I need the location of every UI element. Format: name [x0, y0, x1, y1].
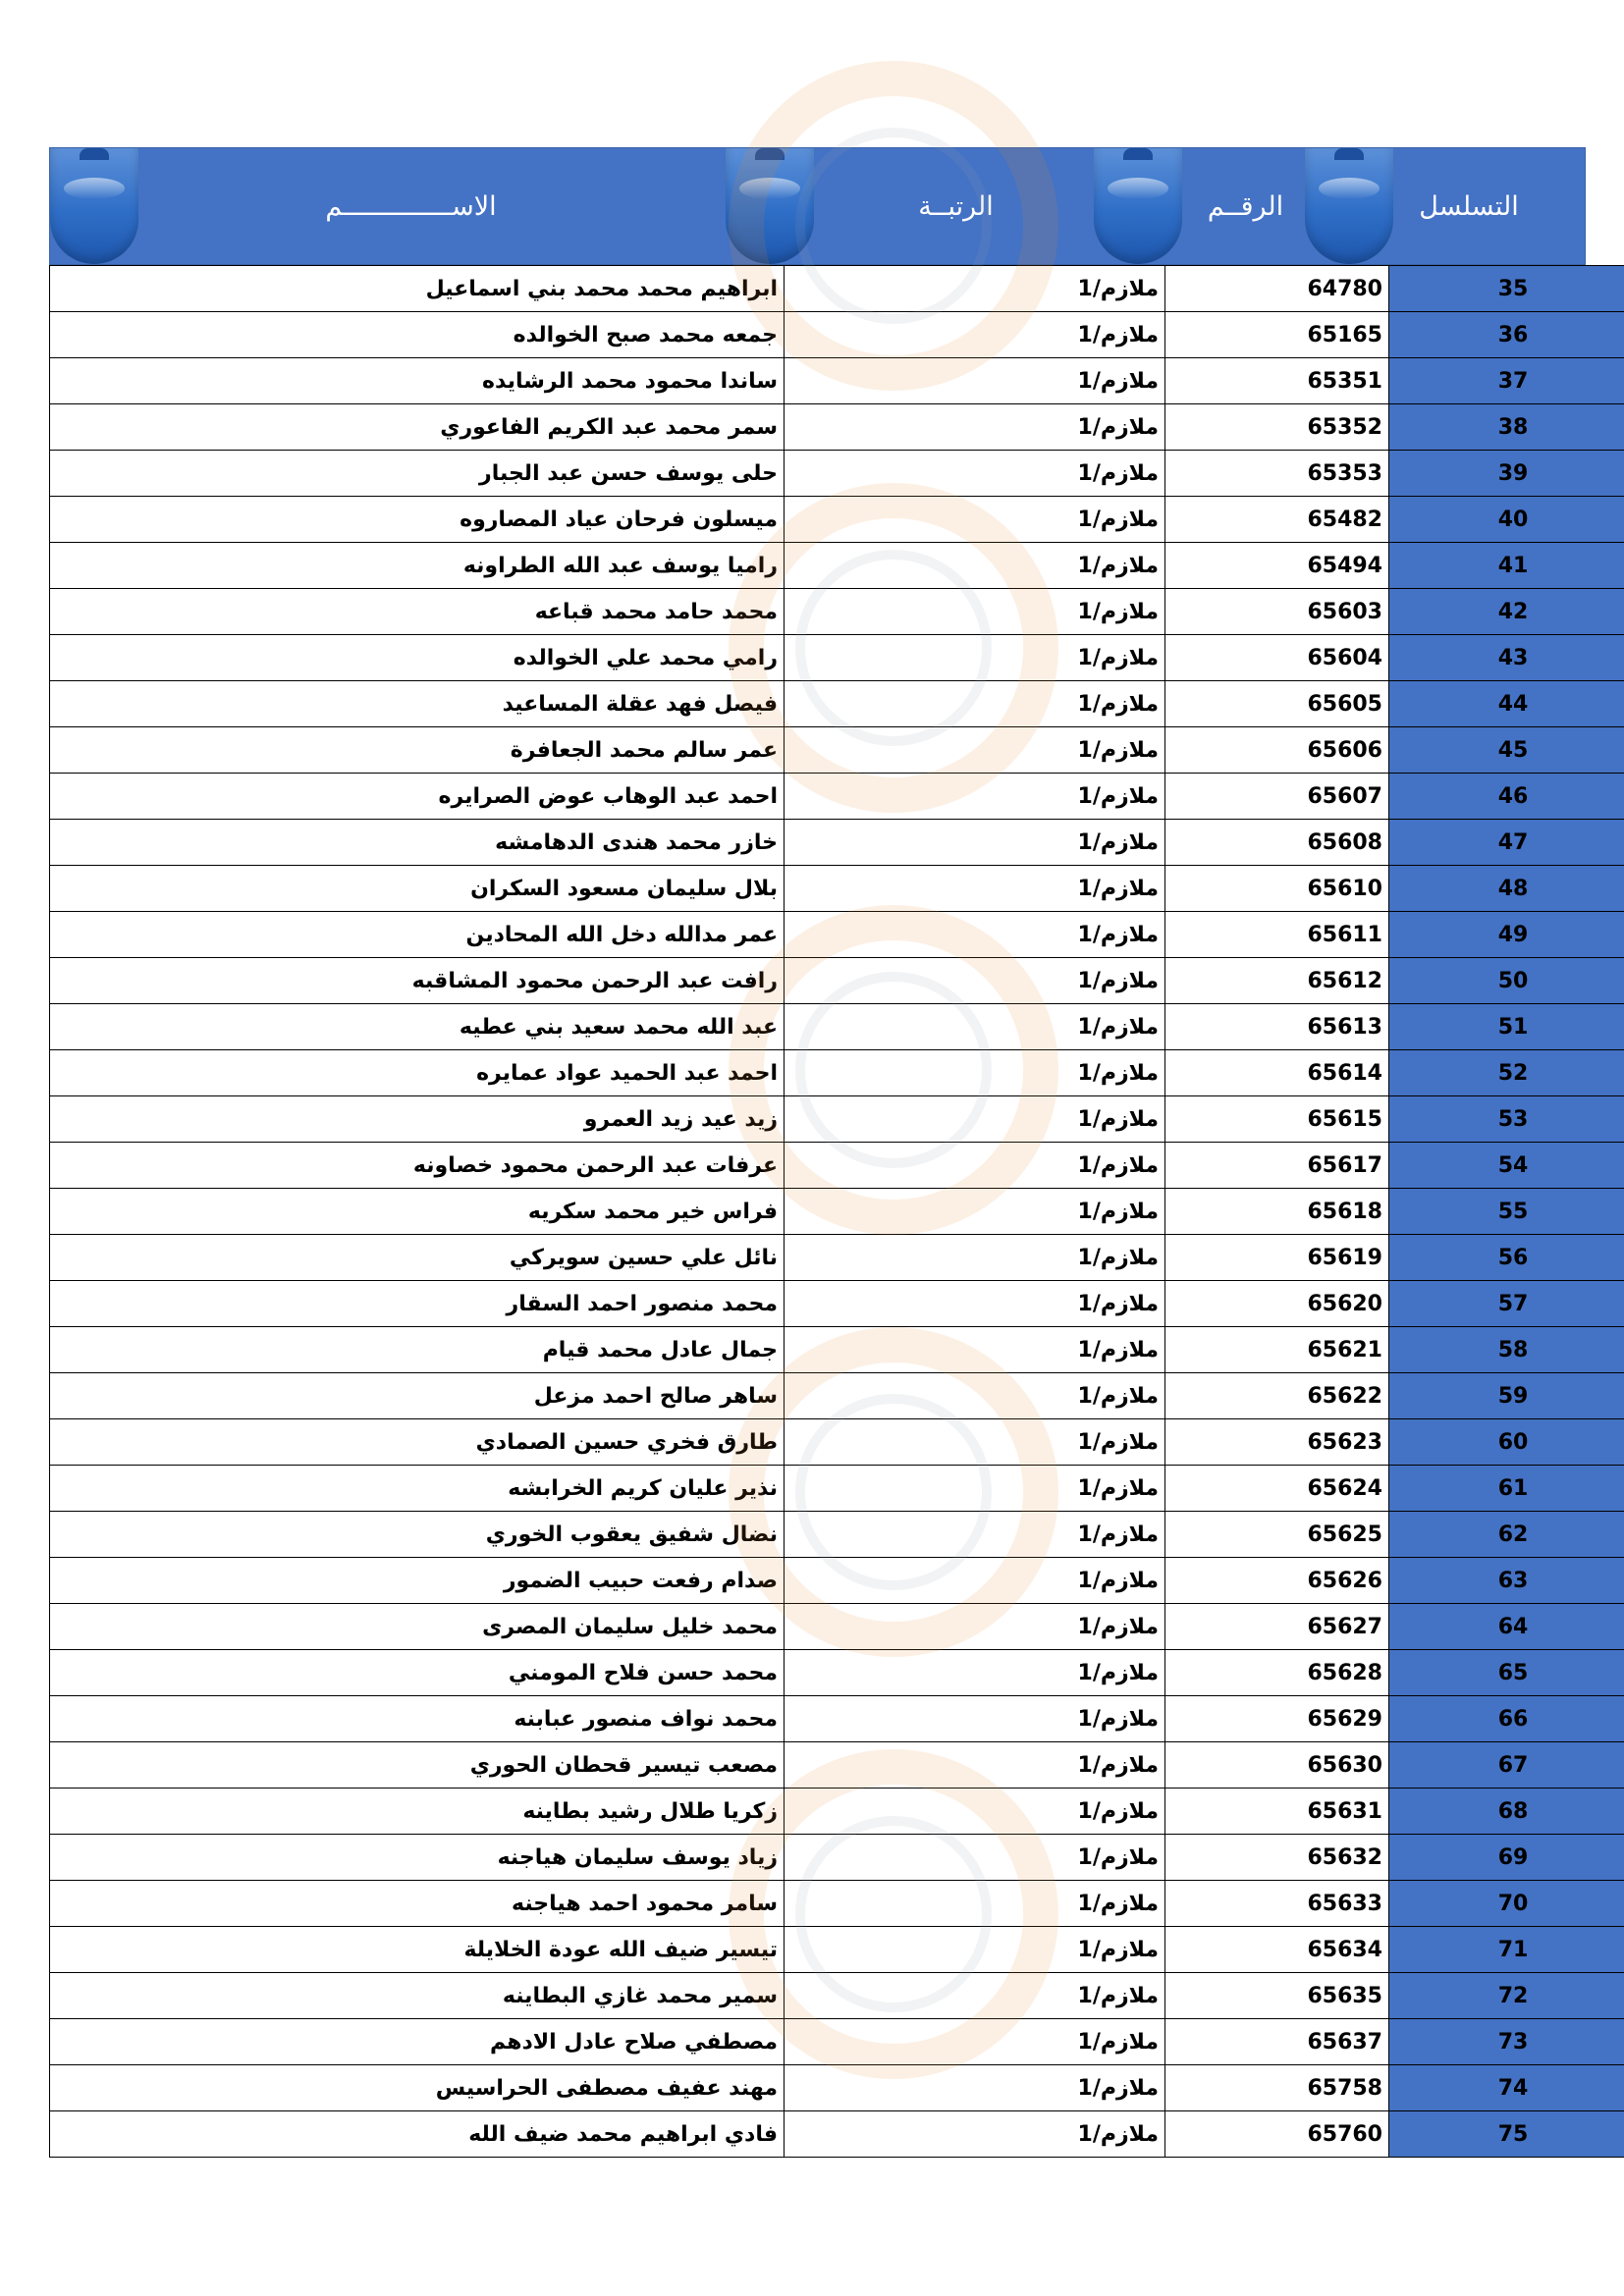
rank-cell: ملازم/1 [785, 1281, 1165, 1327]
number-cell: 65635 [1165, 1973, 1389, 2019]
number-cell: 65760 [1165, 2111, 1389, 2158]
name-cell: فادي ابراهيم محمد ضيف الله [50, 2111, 785, 2158]
seq-cell: 41 [1389, 543, 1624, 589]
table-row [50, 1096, 1624, 1143]
seq-cell: 59 [1389, 1373, 1624, 1419]
rank-cell: ملازم/1 [785, 1143, 1165, 1189]
number-cell: 65494 [1165, 543, 1389, 589]
name-cell: فراس خير محمد سكريه [50, 1189, 785, 1235]
table-row [50, 1789, 1624, 1835]
document-sheet [49, 147, 1586, 2158]
table-row [50, 451, 1624, 497]
name-cell: ساندا محمود محمد الرشايده [50, 358, 785, 404]
number-cell: 65634 [1165, 1927, 1389, 1973]
table-row [50, 866, 1624, 912]
number-cell: 65627 [1165, 1604, 1389, 1650]
table-row [50, 1466, 1624, 1512]
rank-cell: ملازم/1 [785, 1927, 1165, 1973]
name-cell: صدام رفعت حبيب الضمور [50, 1558, 785, 1604]
number-cell: 65608 [1165, 820, 1389, 866]
number-cell: 65603 [1165, 589, 1389, 635]
rank-cell: ملازم/1 [785, 727, 1165, 774]
table-row [50, 1604, 1624, 1650]
rank-cell: ملازم/1 [785, 958, 1165, 1004]
table-row [50, 1742, 1624, 1789]
name-cell: خازر محمد هندى الدهامشه [50, 820, 785, 866]
seq-cell: 72 [1389, 1973, 1624, 2019]
seq-cell: 39 [1389, 451, 1624, 497]
rank-cell: ملازم/1 [785, 820, 1165, 866]
name-cell: طارق فخري حسين الصمادي [50, 1419, 785, 1466]
name-cell: عبد الله محمد سعيد بني عطيه [50, 1004, 785, 1050]
table-row [50, 2111, 1624, 2158]
number-cell: 65613 [1165, 1004, 1389, 1050]
header-rank: الرتبــة [918, 190, 994, 222]
rank-cell: ملازم/1 [785, 312, 1165, 358]
rank-cell: ملازم/1 [785, 1835, 1165, 1881]
table-header [49, 147, 1586, 265]
rank-cell: ملازم/1 [785, 1558, 1165, 1604]
name-cell: نضال شفيق يعقوب الخوري [50, 1512, 785, 1558]
name-cell: تيسير ضيف الله عودة الخلايلة [50, 1927, 785, 1973]
table-row [50, 266, 1624, 312]
seq-cell: 50 [1389, 958, 1624, 1004]
seq-cell: 37 [1389, 358, 1624, 404]
rank-cell: ملازم/1 [785, 1789, 1165, 1835]
seq-cell: 49 [1389, 912, 1624, 958]
table-row [50, 589, 1624, 635]
seq-cell: 60 [1389, 1419, 1624, 1466]
name-cell: نذير عليان كريم الخرابشه [50, 1466, 785, 1512]
number-cell: 65605 [1165, 681, 1389, 727]
rank-cell: ملازم/1 [785, 2111, 1165, 2158]
seq-cell: 61 [1389, 1466, 1624, 1512]
number-cell: 65353 [1165, 451, 1389, 497]
table-row [50, 497, 1624, 543]
number-cell: 65630 [1165, 1742, 1389, 1789]
name-cell: زكريا طلال رشيد بطاينه [50, 1789, 785, 1835]
seq-cell: 73 [1389, 2019, 1624, 2065]
name-cell: ساهر صالح احمد مزعل [50, 1373, 785, 1419]
rank-cell: ملازم/1 [785, 1373, 1165, 1419]
table-row [50, 727, 1624, 774]
number-cell: 64780 [1165, 266, 1389, 312]
number-cell: 65165 [1165, 312, 1389, 358]
rank-cell: ملازم/1 [785, 681, 1165, 727]
seq-cell: 48 [1389, 866, 1624, 912]
number-cell: 65619 [1165, 1235, 1389, 1281]
number-cell: 65631 [1165, 1789, 1389, 1835]
name-cell: زيد عيد زيد العمرو [50, 1096, 785, 1143]
seq-cell: 45 [1389, 727, 1624, 774]
number-cell: 65617 [1165, 1143, 1389, 1189]
rank-cell: ملازم/1 [785, 1235, 1165, 1281]
rank-cell: ملازم/1 [785, 1004, 1165, 1050]
rank-cell: ملازم/1 [785, 1881, 1165, 1927]
table-row [50, 312, 1624, 358]
number-cell: 65629 [1165, 1696, 1389, 1742]
seq-cell: 38 [1389, 404, 1624, 451]
rank-cell: ملازم/1 [785, 1189, 1165, 1235]
rank-cell: ملازم/1 [785, 358, 1165, 404]
number-cell: 65351 [1165, 358, 1389, 404]
name-cell: مصعب تيسير قحطان الحوري [50, 1742, 785, 1789]
rank-cell: ملازم/1 [785, 1650, 1165, 1696]
rank-cell: ملازم/1 [785, 635, 1165, 681]
seq-cell: 62 [1389, 1512, 1624, 1558]
seq-cell: 70 [1389, 1881, 1624, 1927]
number-cell: 65604 [1165, 635, 1389, 681]
name-cell: سمير محمد غازي البطاينه [50, 1973, 785, 2019]
name-cell: فيصل فهد عقلة المساعيد [50, 681, 785, 727]
table-row [50, 1973, 1624, 2019]
number-cell: 65621 [1165, 1327, 1389, 1373]
table-row [50, 820, 1624, 866]
name-cell: جمال عادل محمد قيام [50, 1327, 785, 1373]
table-row [50, 1835, 1624, 1881]
rank-cell: ملازم/1 [785, 2019, 1165, 2065]
seq-cell: 68 [1389, 1789, 1624, 1835]
seq-cell: 52 [1389, 1050, 1624, 1096]
number-cell: 65637 [1165, 2019, 1389, 2065]
name-cell: عمر سالم محمد الجعافرة [50, 727, 785, 774]
number-cell: 65626 [1165, 1558, 1389, 1604]
table-row [50, 681, 1624, 727]
rank-cell: ملازم/1 [785, 1742, 1165, 1789]
rank-cell: ملازم/1 [785, 1096, 1165, 1143]
number-cell: 65482 [1165, 497, 1389, 543]
name-cell: محمد حسن فلاح المومني [50, 1650, 785, 1696]
seq-cell: 75 [1389, 2111, 1624, 2158]
rank-cell: ملازم/1 [785, 404, 1165, 451]
seq-cell: 47 [1389, 820, 1624, 866]
table-row [50, 1004, 1624, 1050]
seq-cell: 43 [1389, 635, 1624, 681]
seq-cell: 35 [1389, 266, 1624, 312]
name-cell: ابراهيم محمد محمد بني اسماعيل [50, 266, 785, 312]
header-number: الرقــم [1207, 190, 1284, 222]
table-row [50, 774, 1624, 820]
rank-cell: ملازم/1 [785, 2065, 1165, 2111]
name-cell: مصطفي صلاح عادل الادهم [50, 2019, 785, 2065]
table-row [50, 1373, 1624, 1419]
table-row [50, 1419, 1624, 1466]
rank-cell: ملازم/1 [785, 543, 1165, 589]
rank-cell: ملازم/1 [785, 1696, 1165, 1742]
number-cell: 65618 [1165, 1189, 1389, 1235]
seq-cell: 42 [1389, 589, 1624, 635]
table-row [50, 958, 1624, 1004]
rank-cell: ملازم/1 [785, 912, 1165, 958]
name-cell: محمد حامد محمد قباعه [50, 589, 785, 635]
name-cell: بلال سليمان مسعود السكران [50, 866, 785, 912]
table-row [50, 358, 1624, 404]
seq-cell: 56 [1389, 1235, 1624, 1281]
table-row [50, 1235, 1624, 1281]
table-row [50, 1558, 1624, 1604]
number-cell: 65628 [1165, 1650, 1389, 1696]
name-cell: محمد نواف منصور عبابنه [50, 1696, 785, 1742]
seq-cell: 40 [1389, 497, 1624, 543]
seq-cell: 51 [1389, 1004, 1624, 1050]
seq-cell: 63 [1389, 1558, 1624, 1604]
name-cell: مهند عفيف مصطفى الحراسيس [50, 2065, 785, 2111]
number-cell: 65352 [1165, 404, 1389, 451]
number-cell: 65606 [1165, 727, 1389, 774]
table-row [50, 1881, 1624, 1927]
officers-table [49, 265, 1624, 2158]
seq-cell: 36 [1389, 312, 1624, 358]
header-name: الاســــــــــــــم [325, 190, 497, 222]
seq-cell: 74 [1389, 2065, 1624, 2111]
rank-cell: ملازم/1 [785, 589, 1165, 635]
name-cell: عمر مدالله دخل الله المحادين [50, 912, 785, 958]
seq-cell: 55 [1389, 1189, 1624, 1235]
seq-cell: 54 [1389, 1143, 1624, 1189]
name-cell: سمر محمد عبد الكريم الفاعوري [50, 404, 785, 451]
name-cell: رامي محمد علي الخوالده [50, 635, 785, 681]
table-row [50, 1189, 1624, 1235]
seq-cell: 64 [1389, 1604, 1624, 1650]
table-row [50, 635, 1624, 681]
rank-cell: ملازم/1 [785, 266, 1165, 312]
table-row [50, 912, 1624, 958]
seq-cell: 65 [1389, 1650, 1624, 1696]
table-row [50, 404, 1624, 451]
seq-cell: 69 [1389, 1835, 1624, 1881]
name-cell: محمد خليل سليمان المصرى [50, 1604, 785, 1650]
number-cell: 65623 [1165, 1419, 1389, 1466]
table-row [50, 1927, 1624, 1973]
rank-cell: ملازم/1 [785, 1327, 1165, 1373]
rank-cell: ملازم/1 [785, 1050, 1165, 1096]
table-row [50, 1327, 1624, 1373]
name-cell: احمد عبد الوهاب عوض الصرايره [50, 774, 785, 820]
name-cell: نائل علي حسين سويركي [50, 1235, 785, 1281]
table-row [50, 543, 1624, 589]
rank-cell: ملازم/1 [785, 1604, 1165, 1650]
table-row [50, 1512, 1624, 1558]
name-cell: زياد يوسف سليمان هياجنه [50, 1835, 785, 1881]
table-row [50, 1696, 1624, 1742]
officers-table-body [50, 266, 1624, 2158]
seq-cell: 58 [1389, 1327, 1624, 1373]
header-seq: التسلسل [1419, 190, 1519, 222]
seq-cell: 57 [1389, 1281, 1624, 1327]
table-row [50, 1650, 1624, 1696]
number-cell: 65624 [1165, 1466, 1389, 1512]
table-row [50, 1050, 1624, 1096]
number-cell: 65612 [1165, 958, 1389, 1004]
seq-cell: 66 [1389, 1696, 1624, 1742]
number-cell: 65625 [1165, 1512, 1389, 1558]
rank-cell: ملازم/1 [785, 866, 1165, 912]
rank-cell: ملازم/1 [785, 451, 1165, 497]
number-cell: 65611 [1165, 912, 1389, 958]
number-cell: 65633 [1165, 1881, 1389, 1927]
number-cell: 65632 [1165, 1835, 1389, 1881]
seq-cell: 53 [1389, 1096, 1624, 1143]
rank-cell: ملازم/1 [785, 1512, 1165, 1558]
number-cell: 65610 [1165, 866, 1389, 912]
name-cell: محمد منصور احمد السقار [50, 1281, 785, 1327]
table-row [50, 2019, 1624, 2065]
table-row [50, 1281, 1624, 1327]
seq-cell: 46 [1389, 774, 1624, 820]
name-cell: احمد عبد الحميد عواد عمايره [50, 1050, 785, 1096]
name-cell: جمعه محمد صبح الخوالده [50, 312, 785, 358]
name-cell: ميسلون فرحان عياد المصاروه [50, 497, 785, 543]
name-cell: عرفات عبد الرحمن محمود خصاونه [50, 1143, 785, 1189]
number-cell: 65615 [1165, 1096, 1389, 1143]
number-cell: 65620 [1165, 1281, 1389, 1327]
number-cell: 65614 [1165, 1050, 1389, 1096]
seq-cell: 71 [1389, 1927, 1624, 1973]
name-cell: حلى يوسف حسن عبد الجبار [50, 451, 785, 497]
rank-cell: ملازم/1 [785, 1973, 1165, 2019]
name-cell: سامر محمود احمد هياجنه [50, 1881, 785, 1927]
rank-cell: ملازم/1 [785, 1419, 1165, 1466]
seq-cell: 67 [1389, 1742, 1624, 1789]
name-cell: راميا يوسف عبد الله الطراونه [50, 543, 785, 589]
number-cell: 65758 [1165, 2065, 1389, 2111]
name-cell: رافت عبد الرحمن محمود المشاقبه [50, 958, 785, 1004]
table-row [50, 2065, 1624, 2111]
number-cell: 65607 [1165, 774, 1389, 820]
rank-cell: ملازم/1 [785, 497, 1165, 543]
rank-cell: ملازم/1 [785, 774, 1165, 820]
table-row [50, 1143, 1624, 1189]
number-cell: 65622 [1165, 1373, 1389, 1419]
seq-cell: 44 [1389, 681, 1624, 727]
rank-cell: ملازم/1 [785, 1466, 1165, 1512]
